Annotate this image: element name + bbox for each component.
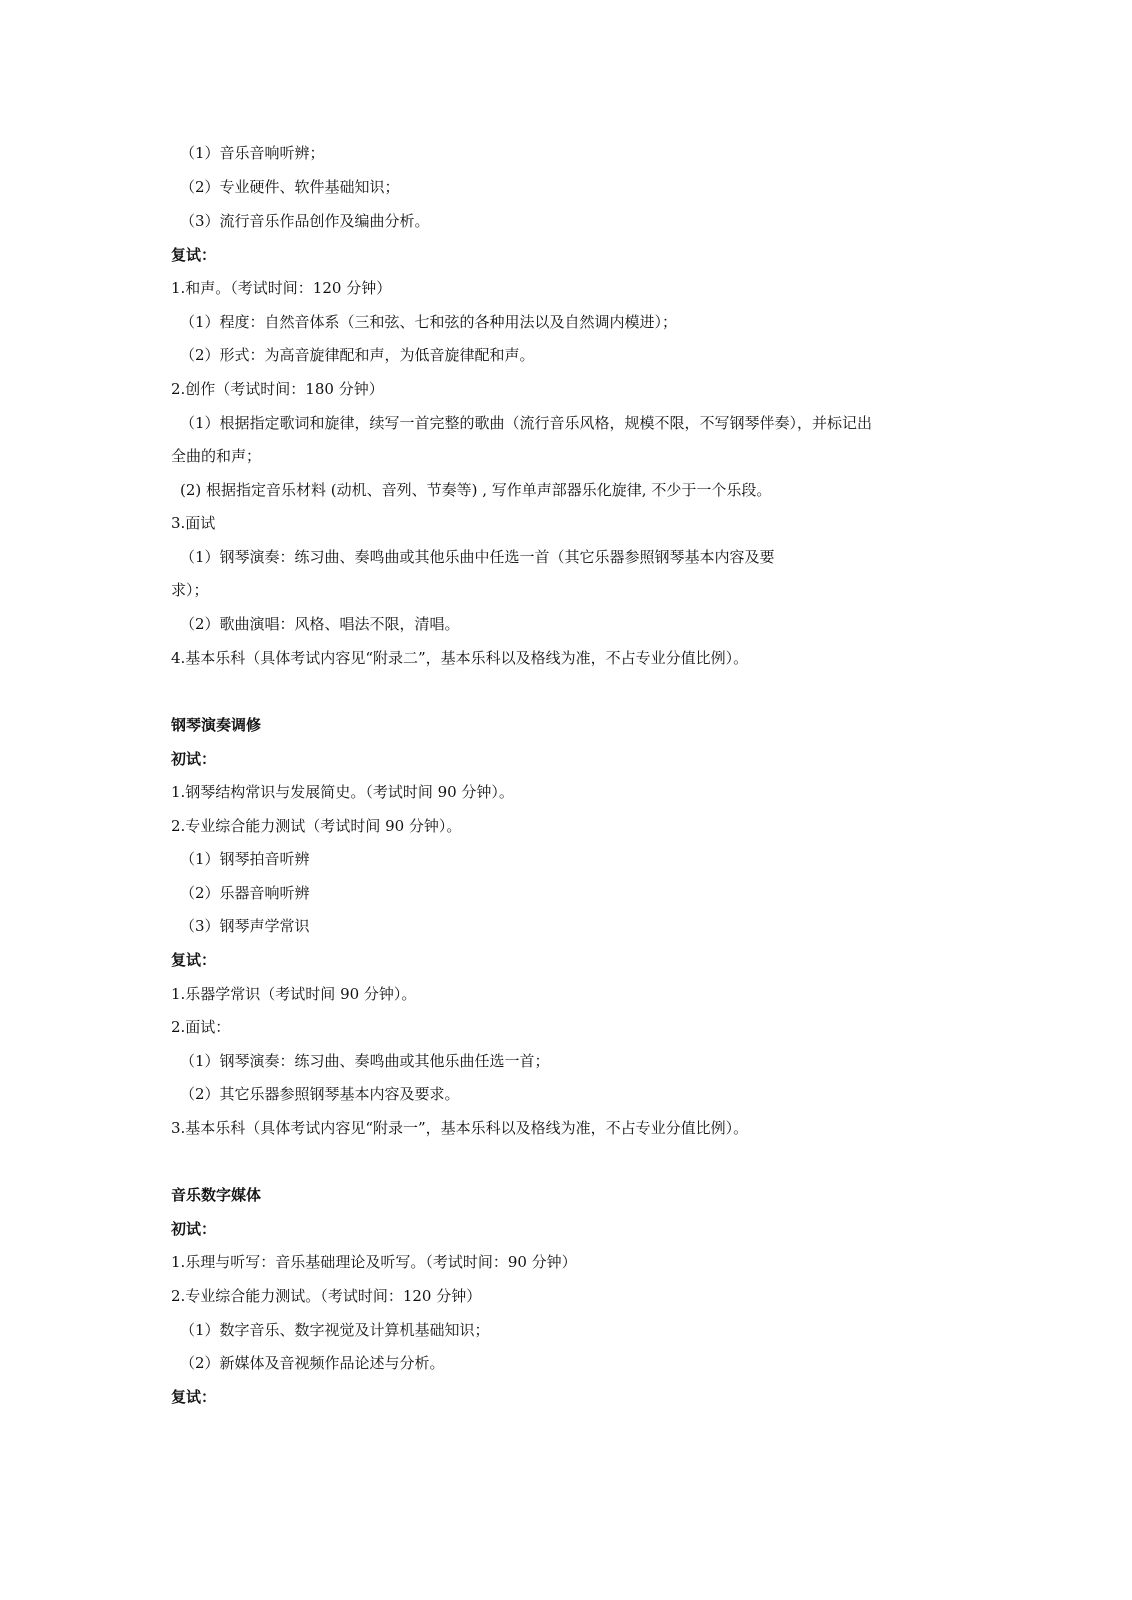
numbered-item: 3.面试 <box>171 514 216 532</box>
numbered-item: 2.专业综合能力测试（考试时间 90 分钟）。 <box>171 817 462 835</box>
numbered-item: 2.专业综合能力测试。（考试时间：120 分钟） <box>171 1287 482 1305</box>
subsection-heading: 初试： <box>171 1220 217 1238</box>
list-item: （1）钢琴演奏：练习曲、奏鸣曲或其他乐曲任选一首； <box>180 1052 550 1070</box>
list-item: （1）数字音乐、数字视觉及计算机基础知识； <box>180 1321 490 1339</box>
numbered-item: 2.创作（考试时间：180 分钟） <box>171 380 384 398</box>
subsection-heading: 初试： <box>171 750 217 768</box>
list-item: （2）形式：为高音旋律配和声，为低音旋律配和声。 <box>180 346 535 364</box>
list-item: (2) 根据指定音乐材料 (动机、音列、节奏等) , 写作单声部器乐化旋律, 不少于一个乐段。 <box>180 481 772 499</box>
subsection-heading: 复试： <box>171 246 217 264</box>
list-item: （3）流行音乐作品创作及编曲分析。 <box>180 212 430 230</box>
paragraph-continuation: 全曲的和声； <box>171 447 262 465</box>
numbered-item: 4.基本乐科（具体考试内容见“附录二”，基本乐科以及格线为准，不占专业分值比例）。 <box>171 649 749 667</box>
subsection-heading: 复试： <box>171 951 217 969</box>
list-item: （2）歌曲演唱：风格、唱法不限，清唱。 <box>180 615 460 633</box>
numbered-item: 1.乐器学常识（考试时间 90 分钟）。 <box>171 985 417 1003</box>
list-item: （2）其它乐器参照钢琴基本内容及要求。 <box>180 1085 460 1103</box>
list-item: （1）钢琴拍音听辨 <box>180 850 310 868</box>
numbered-item: 1.和声。（考试时间：120 分钟） <box>171 279 392 297</box>
list-item: （1）根据指定歌词和旋律，续写一首完整的歌曲（流行音乐风格，规模不限，不写钢琴伴奏），并标记出 <box>180 414 873 432</box>
section-heading: 钢琴演奏调修 <box>171 716 262 734</box>
numbered-item: 3.基本乐科（具体考试内容见“附录一”，基本乐科以及格线为准，不占专业分值比例）。 <box>171 1119 749 1137</box>
list-item: （3）钢琴声学常识 <box>180 917 310 935</box>
numbered-item: 1.钢琴结构常识与发展简史。（考试时间 90 分钟）。 <box>171 783 514 801</box>
section-heading: 音乐数字媒体 <box>171 1186 262 1204</box>
numbered-item: 1.乐理与听写：音乐基础理论及听写。（考试时间：90 分钟） <box>171 1253 577 1271</box>
list-item: （1）钢琴演奏：练习曲、奏鸣曲或其他乐曲中任选一首（其它乐器参照钢琴基本内容及要 <box>180 548 775 566</box>
list-item: （2）专业硬件、软件基础知识； <box>180 178 400 196</box>
paragraph-continuation: 求）； <box>171 581 209 599</box>
list-item: （1）程度：自然音体系（三和弦、七和弦的各种用法以及自然调内模进）； <box>180 313 678 331</box>
list-item: （2）乐器音响听辨 <box>180 884 310 902</box>
list-item: （1）音乐音响听辨； <box>180 144 325 162</box>
list-item: （2）新媒体及音视频作品论述与分析。 <box>180 1354 445 1372</box>
numbered-item: 2.面试： <box>171 1018 231 1036</box>
subsection-heading: 复试： <box>171 1388 217 1406</box>
